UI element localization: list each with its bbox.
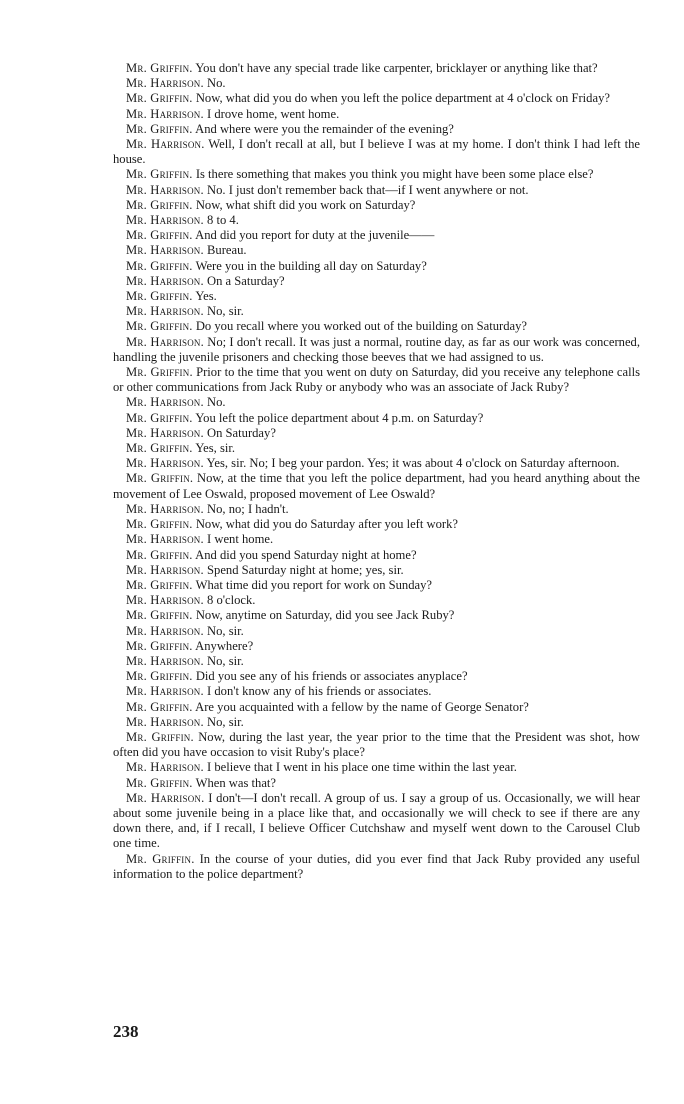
testimony-paragraph — [113, 715, 640, 730]
testimony-paragraph — [113, 532, 640, 547]
testimony-text: I drove home, went home. — [207, 106, 340, 121]
speaker-name: Mr. Harrison. — [126, 304, 204, 319]
speaker-name: Mr. Griffin. — [126, 121, 193, 136]
testimony-paragraph — [113, 91, 640, 106]
testimony-text: I don't know any of his friends or associates. — [207, 684, 432, 699]
testimony-text: Do you recall where you worked out of the building on Saturday? — [195, 319, 528, 334]
testimony-text: In the course of your duties, did you ever find that Jack Ruby provided any useful information to the police department? — [113, 851, 640, 881]
speaker-name: Mr. Harrison. — [126, 760, 204, 775]
speaker-name: Mr. Griffin. — [126, 258, 193, 273]
page-number: 238 — [113, 1022, 139, 1041]
testimony-text: Prior to the time that you went on duty on Saturday, did you receive any telephone calls or other communications from Jack Ruby or anybody who was an associate of Jack Ruby? — [113, 365, 640, 395]
speaker-name: Mr. Griffin. — [126, 289, 193, 304]
testimony-paragraph — [113, 107, 640, 122]
speaker-name: Mr. Harrison. — [126, 684, 204, 699]
speaker-name: Mr. Harrison. — [126, 243, 204, 258]
speaker-name: Mr. Harrison. — [126, 653, 204, 668]
testimony-paragraph — [113, 593, 640, 608]
speaker-name: Mr. Harrison. — [126, 623, 204, 638]
speaker-name: Mr. Harrison. — [126, 562, 204, 577]
speaker-name: Mr. Griffin. — [126, 167, 193, 182]
speaker-name: Mr. Griffin. — [126, 608, 193, 623]
testimony-paragraph — [113, 274, 640, 289]
speaker-name: Mr. Harrison. — [126, 213, 204, 228]
testimony-text: No, sir. — [207, 623, 244, 638]
testimony-paragraph — [113, 304, 640, 319]
testimony-paragraph — [113, 319, 640, 334]
testimony-text: Now, what did you do when you left the police department at 4 o'clock on Friday? — [195, 91, 610, 106]
speaker-name: Mr. Harrison. — [126, 532, 204, 547]
testimony-paragraph — [113, 183, 640, 198]
testimony-text: Were you in the building all day on Saturday? — [195, 258, 427, 273]
testimony-paragraph — [113, 852, 640, 882]
speaker-name: Mr. Griffin. — [126, 638, 193, 653]
testimony-paragraph — [113, 365, 640, 395]
testimony-text: No, sir. — [207, 653, 244, 668]
testimony-text: And where were you the remainder of the evening? — [195, 121, 454, 136]
speaker-name: Mr. Harrison. — [126, 593, 204, 608]
testimony-paragraph — [113, 213, 640, 228]
speaker-name: Mr. Harrison. — [126, 501, 204, 516]
testimony-paragraph — [113, 563, 640, 578]
testimony-paragraph — [113, 624, 640, 639]
testimony-text: Well, I don't recall at all, but I believe I was at my home. I don't think I had left the house. — [113, 137, 640, 167]
testimony-text: Yes, sir. — [195, 441, 236, 456]
speaker-name: Mr. Griffin. — [126, 471, 194, 486]
testimony-paragraph — [113, 608, 640, 623]
testimony-text: Anywhere? — [195, 638, 254, 653]
testimony-text: Are you acquainted with a fellow by the name of George Senator? — [195, 699, 529, 714]
testimony-paragraph — [113, 791, 640, 852]
testimony-text: What time did you report for work on Sunday? — [195, 577, 433, 592]
testimony-text: I went home. — [207, 532, 274, 547]
testimony-paragraph — [113, 122, 640, 137]
testimony-text: I believe that I went in his place one time within the last year. — [207, 760, 517, 775]
testimony-paragraph — [113, 259, 640, 274]
speaker-name: Mr. Harrison. — [126, 714, 204, 729]
testimony-text: Spend Saturday night at home; yes, sir. — [207, 562, 404, 577]
testimony-paragraph — [113, 578, 640, 593]
speaker-name: Mr. Harrison. — [126, 76, 204, 91]
speaker-name: Mr. Griffin. — [126, 365, 193, 380]
testimony-text: I don't—I don't recall. A group of us. I say a group of us. Occasionally, we will hear about some juvenile being in a place like that, and occasionally we will check to see if there are any down there, and, if I recall, I believe Officer Cutchshaw and myself went down to the Carousel Club one time. — [113, 790, 640, 851]
speaker-name: Mr. Griffin. — [126, 441, 193, 456]
speaker-name: Mr. Harrison. — [126, 334, 204, 349]
testimony-paragraph — [113, 548, 640, 563]
speaker-name: Mr. Harrison. — [126, 790, 205, 805]
testimony-paragraph — [113, 395, 640, 410]
testimony-paragraph — [113, 289, 640, 304]
speaker-name: Mr. Harrison. — [126, 395, 204, 410]
testimony-text: Yes, sir. No; I beg your pardon. Yes; it was about 4 o'clock on Saturday afternoon. — [206, 456, 620, 471]
speaker-name: Mr. Griffin. — [126, 547, 193, 562]
testimony-text: No. — [207, 76, 226, 91]
speaker-name: Mr. Griffin. — [126, 410, 193, 425]
testimony-paragraph — [113, 76, 640, 91]
testimony-paragraph — [113, 760, 640, 775]
speaker-name: Mr. Griffin. — [126, 699, 193, 714]
testimony-text: Now, during the last year, the year prior to the time that the President was shot, how often did you have occasion to visit Ruby's place? — [113, 729, 641, 760]
testimony-text: No, sir. — [207, 304, 244, 319]
speaker-name: Mr. Harrison. — [126, 137, 205, 152]
testimony-paragraph — [113, 517, 640, 532]
testimony-text: Bureau. — [207, 243, 247, 258]
testimony-text: And did you report for duty at the juvenile—— — [195, 228, 435, 243]
testimony-paragraph — [113, 411, 640, 426]
speaker-name: Mr. Griffin. — [126, 517, 193, 532]
speaker-name: Mr. Griffin. — [126, 319, 193, 334]
testimony-text: On Saturday? — [207, 425, 276, 440]
testimony-text: And did you spend Saturday night at home? — [195, 547, 417, 562]
testimony-paragraph — [113, 669, 640, 684]
testimony-text: You don't have any special trade like carpenter, bricklayer or anything like that? — [195, 61, 598, 75]
testimony-paragraph — [113, 167, 640, 182]
speaker-name: Mr. Griffin. — [126, 197, 193, 212]
testimony-text: 8 o'clock. — [207, 593, 256, 608]
testimony-text: No, sir. — [207, 714, 244, 729]
testimony-text: No, no; I hadn't. — [207, 501, 289, 516]
speaker-name: Mr. Harrison. — [126, 273, 204, 288]
testimony-paragraph — [113, 441, 640, 456]
testimony-paragraph — [113, 137, 640, 167]
testimony-text: Now, at the time that you left the police department, had you heard anything about the movement of Lee Oswald, proposed movement of Lee Oswald? — [113, 471, 641, 501]
testimony-text: No. — [207, 395, 226, 410]
testimony-paragraph — [113, 471, 640, 501]
testimony-paragraph — [113, 502, 640, 517]
speaker-name: Mr. Harrison. — [126, 456, 204, 471]
testimony-paragraph — [113, 639, 640, 654]
testimony-text: No. I just don't remember back that—if I went anywhere or not. — [207, 182, 529, 197]
testimony-paragraph — [113, 776, 640, 791]
testimony-text: Now, what shift did you work on Saturday? — [195, 197, 416, 212]
testimony-paragraph — [113, 730, 640, 760]
speaker-name: Mr. Griffin. — [126, 851, 195, 866]
testimony-paragraph — [113, 228, 640, 243]
testimony-paragraph — [113, 700, 640, 715]
speaker-name: Mr. Harrison. — [126, 182, 204, 197]
speaker-name: Mr. Griffin. — [126, 91, 193, 106]
testimony-text: Did you see any of his friends or associates anyplace? — [195, 669, 468, 684]
testimony-paragraph — [113, 243, 640, 258]
testimony-text: 8 to 4. — [207, 213, 239, 228]
testimony-text: Now, anytime on Saturday, did you see Jack Ruby? — [195, 608, 455, 623]
testimony-paragraph — [113, 61, 640, 76]
speaker-name: Mr. Harrison. — [126, 425, 204, 440]
testimony-text: On a Saturday? — [207, 273, 285, 288]
testimony-text: Is there something that makes you think you might have been some place else? — [195, 167, 594, 182]
testimony-text: No; I don't recall. It was just a normal, routine day, as far as our work was concerned, handling the juvenile prisoners and checking those beeves that we had assigned to us. — [113, 334, 640, 364]
speaker-name: Mr. Harrison. — [126, 106, 204, 121]
speaker-name: Mr. Griffin. — [126, 775, 193, 790]
testimony-text: Yes. — [195, 289, 217, 304]
speaker-name: Mr. Griffin. — [126, 61, 193, 75]
speaker-name: Mr. Griffin. — [126, 669, 193, 684]
testimony-text: Now, what did you do Saturday after you left work? — [195, 517, 458, 532]
testimony-paragraph — [113, 654, 640, 669]
speaker-name: Mr. Griffin. — [126, 228, 193, 243]
testimony-text: When was that? — [195, 775, 277, 790]
testimony-paragraph — [113, 684, 640, 699]
speaker-name: Mr. Griffin. — [126, 577, 193, 592]
testimony-paragraph — [113, 426, 640, 441]
speaker-name: Mr. Griffin. — [126, 729, 194, 744]
testimony-paragraph — [113, 456, 640, 471]
testimony-paragraph — [113, 198, 640, 213]
testimony-paragraph — [113, 335, 640, 365]
transcript-body — [113, 61, 640, 882]
testimony-text: You left the police department about 4 p.m. on Saturday? — [195, 410, 484, 425]
